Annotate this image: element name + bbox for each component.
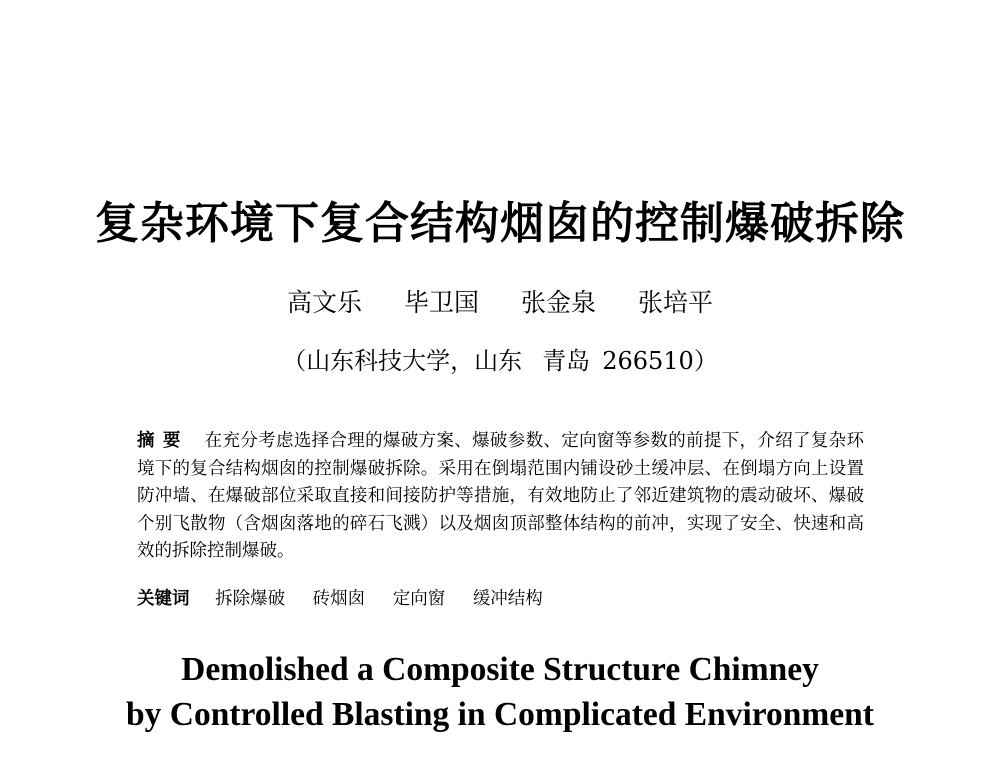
- author-name: 高文乐: [287, 288, 363, 317]
- english-title: [0, 647, 1000, 737]
- keywords: [137, 586, 1000, 613]
- keyword: 砖烟囱: [312, 589, 366, 609]
- english-title-line-2: by Controlled Blasting in Complicated Environment: [126, 696, 874, 733]
- author-list: [0, 286, 1000, 320]
- affiliation-zip: 266510: [602, 347, 694, 375]
- keyword: 拆除爆破: [215, 589, 286, 609]
- keywords-label: 关键词: [137, 589, 190, 609]
- chinese-title: 复杂环境下复合结构烟囱的控制爆破拆除: [95, 198, 905, 249]
- keyword: 定向窗: [392, 589, 446, 609]
- abstract: [137, 428, 864, 566]
- author-name: 张培平: [637, 288, 713, 317]
- affiliation-open-paren: （: [282, 347, 307, 375]
- affiliation-city: 青岛: [542, 347, 591, 375]
- affiliation-close-paren: ）: [693, 347, 718, 375]
- author-name: 张金泉: [520, 288, 596, 317]
- author-name: 毕卫国: [404, 288, 480, 317]
- abstract-text: 在充分考虑选择合理的爆破方案、爆破参数、定向窗等参数的前提下，介绍了复杂环境下的复合结构烟囱的控制爆破拆除。采用在倒塌范围内铺设砂土缓冲层、在倒塌方向上设置防冲墙、在爆破部位采取直接和间接防护等措施，有效地防止了邻近建筑物的震动破坏、爆破个别飞散物（含烟囱落地的碎石飞溅）以及烟囱顶部整体结构的前冲，实现了安全、快速和高效的拆除控制爆破。: [137, 431, 865, 561]
- keyword: 缓冲结构: [472, 589, 543, 609]
- abstract-label: 摘要: [137, 431, 189, 451]
- affiliation-institution: 山东科技大学，山东: [306, 347, 523, 375]
- affiliation: [0, 344, 1000, 378]
- english-title-line-1: Demolished a Composite Structure Chimney: [181, 651, 819, 688]
